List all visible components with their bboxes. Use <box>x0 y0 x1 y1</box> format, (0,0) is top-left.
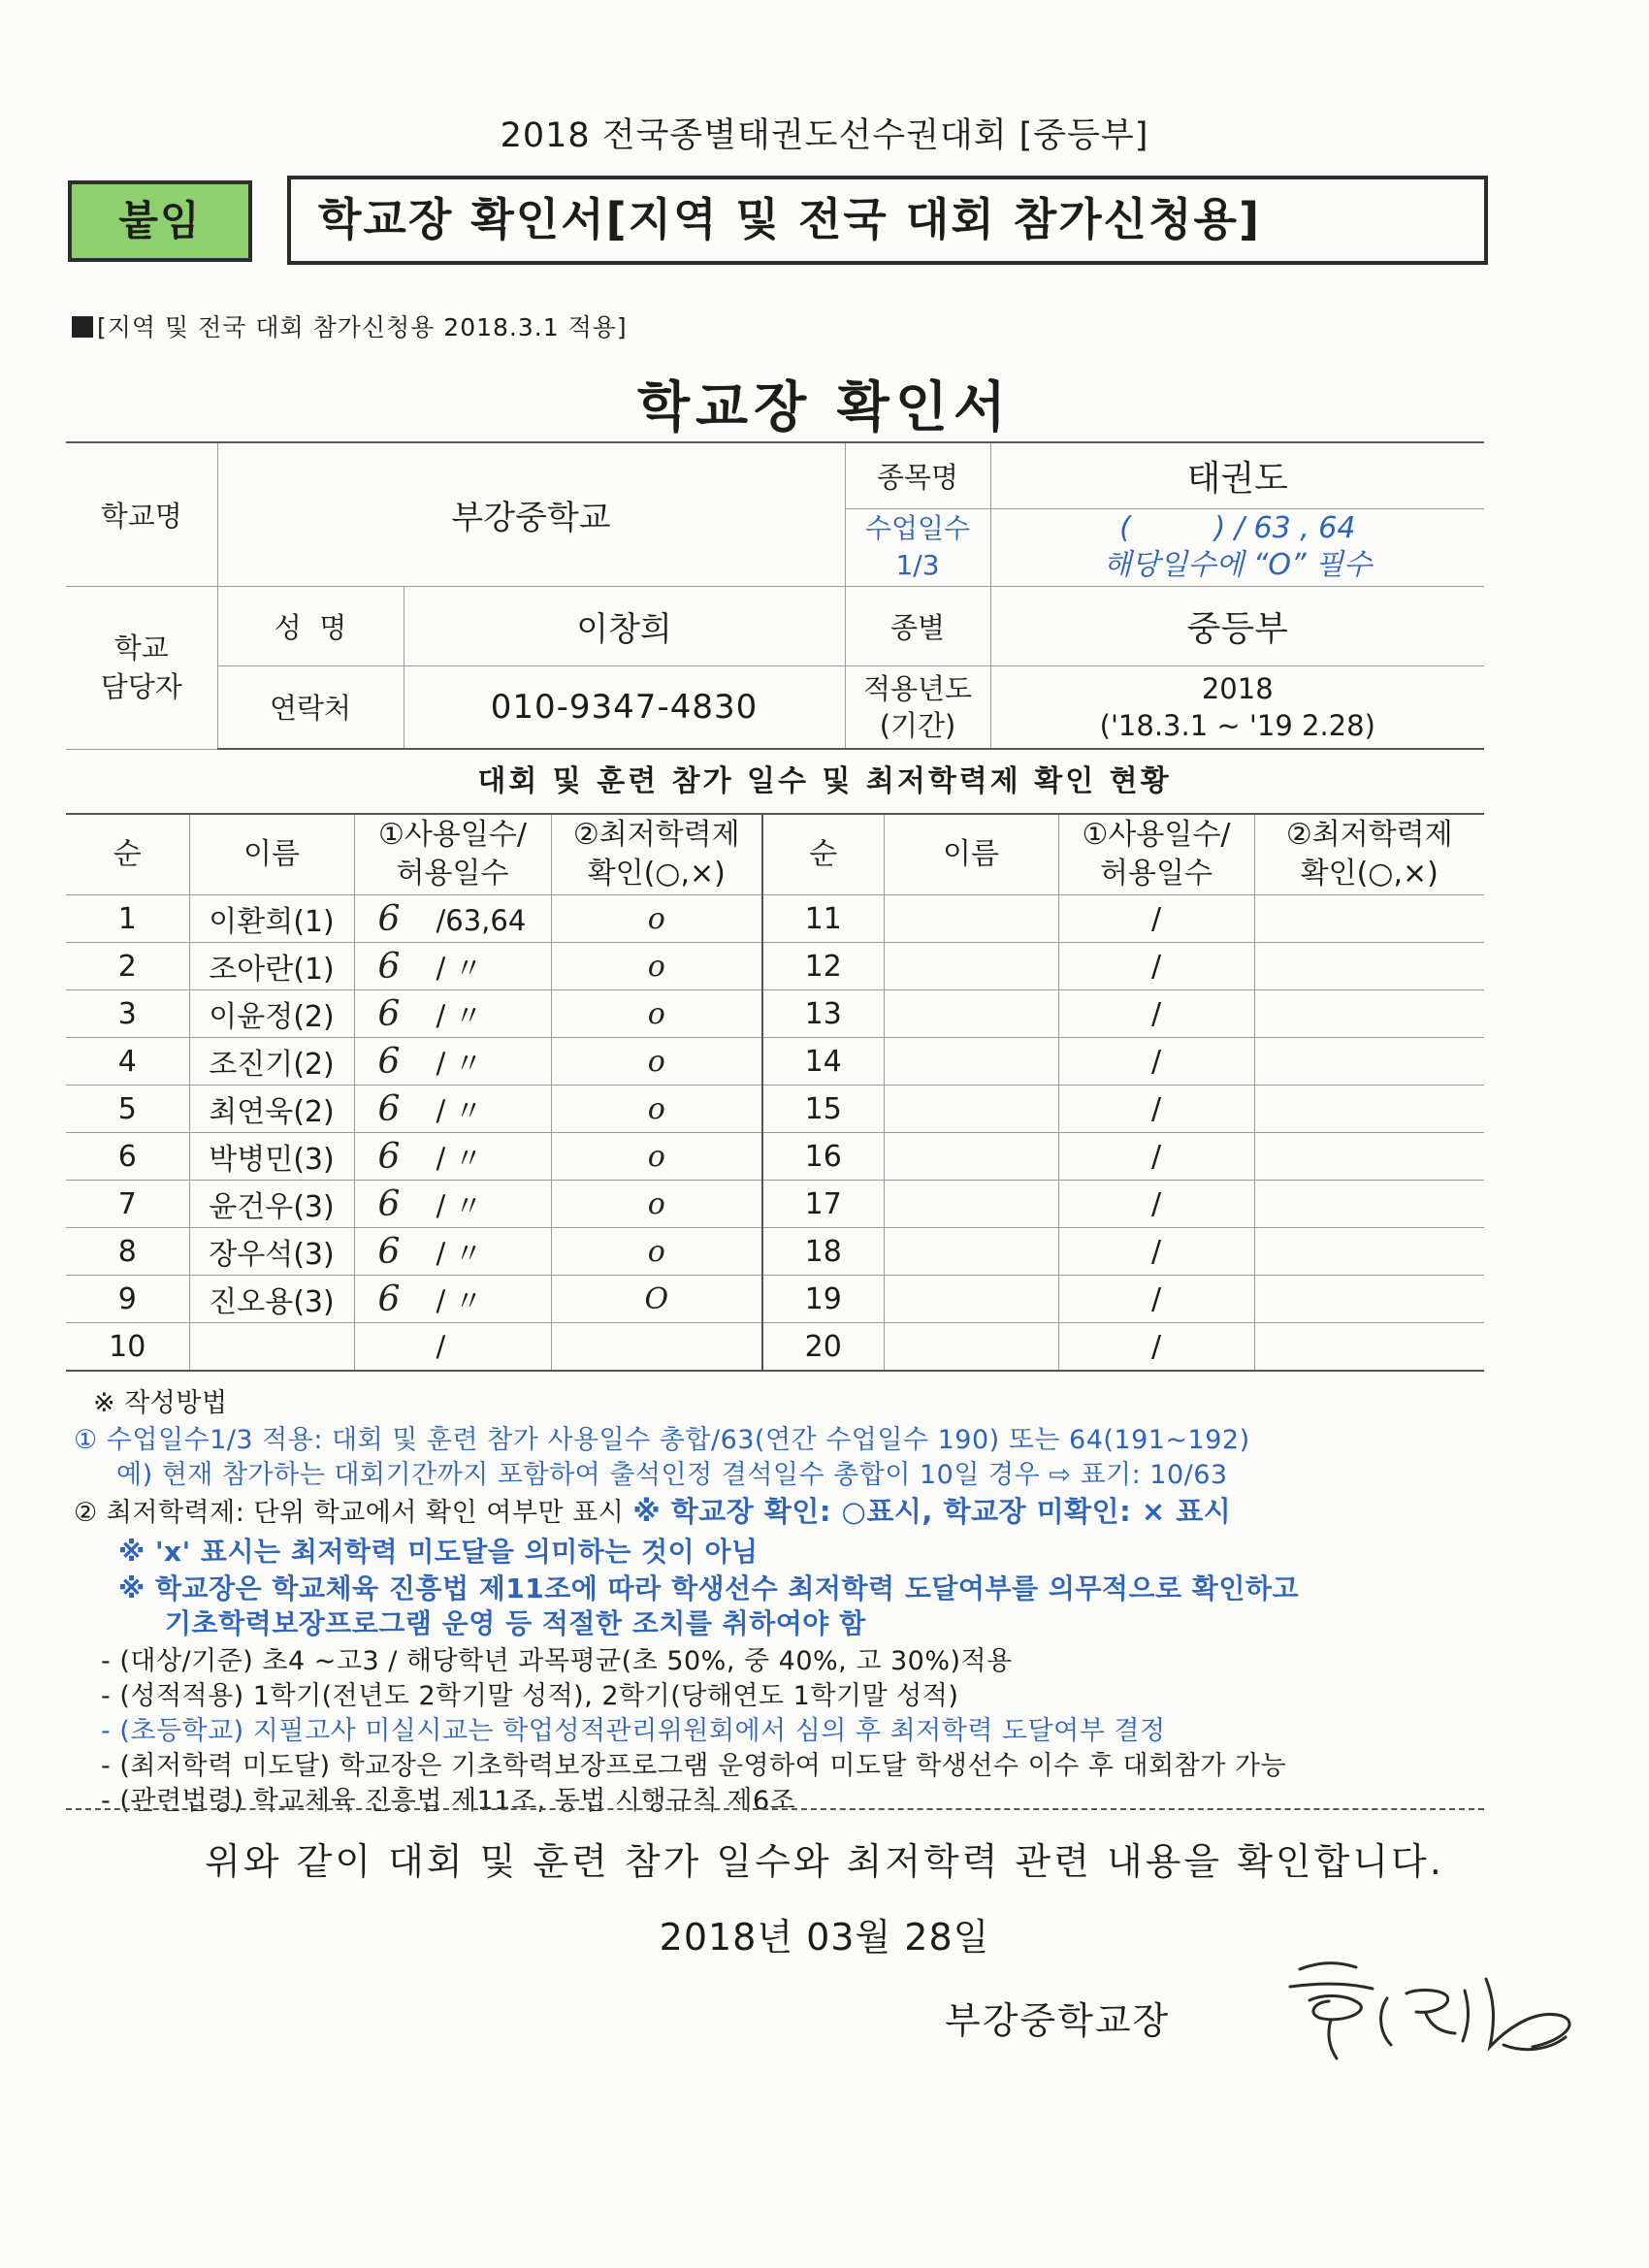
header-no-right: 순 <box>762 814 884 895</box>
row-name: 장우석(3) <box>189 1228 354 1276</box>
row-name: 윤건우(3) <box>189 1181 354 1228</box>
row-no: 12 <box>762 943 884 990</box>
year-label <box>845 665 990 749</box>
manager-label-line2: 담당자 <box>100 670 182 703</box>
detail-5: - (관련법령) 학교체육 진흥법 제11조, 동법 시행규칙 제6조 <box>101 1786 796 1816</box>
attachment-badge: 붙임 <box>68 180 252 262</box>
issue-date: 2018년 03월 28일 <box>659 1916 990 1959</box>
row-min-mark: o <box>551 1228 762 1276</box>
row-no: 8 <box>66 1228 189 1276</box>
row-name: 이윤정(2) <box>189 990 354 1038</box>
used-days: 6 <box>377 1136 401 1177</box>
header-title: 학교장 확인서[지역 및 전국 대회 참가신청용] <box>287 176 1488 265</box>
row-name: 진오용(3) <box>189 1276 354 1323</box>
header-name-right: 이름 <box>884 814 1058 895</box>
row-name: 최연욱(2) <box>189 1085 354 1133</box>
contact-value: 010-9347-4830 <box>404 665 845 749</box>
note-2-text: ② 최저학력제: 단위 학교에서 확인 여부만 표시 <box>74 1498 625 1528</box>
sport-label: 종목명 <box>845 442 990 508</box>
apply-note-text: [지역 및 전국 대회 참가신청용 2018.3.1 적용] <box>97 313 628 341</box>
row-min-mark: o <box>551 895 762 943</box>
note-3: ※ 'x' 표시는 최저학력 미도달을 의미하는 것이 아님 <box>118 1536 759 1568</box>
row-no: 19 <box>762 1276 884 1323</box>
year-value <box>990 665 1484 749</box>
square-bullet-icon <box>72 316 93 338</box>
note-1-line1: ① 수업일수1/3 적용: 대회 및 훈련 참가 사용일수 총합/63(연간 수업일수 190) 또는 64(191~192) <box>74 1425 1250 1455</box>
row-days <box>354 895 551 943</box>
header-days-line1: ①사용일수/ <box>378 818 527 852</box>
class-days-label-line1: 수업일수 <box>864 512 971 544</box>
row-days <box>354 990 551 1038</box>
table-row <box>66 943 1484 990</box>
row-name <box>884 990 1058 1038</box>
used-days: 6 <box>377 1088 401 1129</box>
row-min-mark <box>1254 1085 1484 1133</box>
row-days <box>354 1085 551 1133</box>
table-row <box>66 1038 1484 1085</box>
table-row <box>66 1133 1484 1181</box>
notes-divider <box>66 1808 1484 1810</box>
class-days-label <box>845 508 990 586</box>
class-days-value <box>990 508 1484 586</box>
row-no: 20 <box>762 1323 884 1372</box>
row-name <box>884 1085 1058 1133</box>
contact-label: 연락처 <box>217 665 404 749</box>
row-min-mark: o <box>551 1038 762 1085</box>
class-days-fraction: ( ) / 63 , 64 <box>1119 511 1356 545</box>
principal-title: 부강중학교장 <box>945 1999 1171 2042</box>
row-days: / <box>1058 1085 1254 1133</box>
row-name <box>884 1228 1058 1276</box>
row-days: / <box>1058 1038 1254 1085</box>
detail-2: - (성적적용) 1학기(전년도 2학기말 성적), 2학기(당해연도 1학기말 성적) <box>101 1681 959 1711</box>
row-no: 5 <box>66 1085 189 1133</box>
year-label-line2: (기간) <box>879 708 956 742</box>
row-no: 18 <box>762 1228 884 1276</box>
row-no: 14 <box>762 1038 884 1085</box>
header-days-line1: ①사용일수/ <box>1082 818 1231 852</box>
row-name <box>884 1038 1058 1085</box>
table-row <box>66 1276 1484 1323</box>
row-name: 조아란(1) <box>189 943 354 990</box>
row-name <box>884 895 1058 943</box>
row-no: 1 <box>66 895 189 943</box>
year-period: ('18.3.1 ~ '19 2.28) <box>1099 708 1375 742</box>
event-title: 2018 전국종별태권도선수권대회 [중등부] <box>500 116 1149 155</box>
note-4-line1: ※ 학교장은 학교체육 진흥법 제11조에 따라 학생선수 최저학력 도달여부를 의무적으로 확인하고 <box>118 1572 1299 1604</box>
row-min-mark: o <box>551 990 762 1038</box>
info-table <box>66 441 1484 750</box>
row-no: 17 <box>762 1181 884 1228</box>
category-label: 종별 <box>845 586 990 665</box>
header-min-line2: 확인(○,×) <box>587 857 726 891</box>
name-label: 성 명 <box>217 586 404 665</box>
header-min-line1: ②최저학력제 <box>1285 818 1453 852</box>
detail-3: - (초등학교) 지필고사 미실시교는 학업성적관리위원회에서 심의 후 최저학력 도달여부 결정 <box>101 1716 1166 1746</box>
row-days: / <box>1058 1181 1254 1228</box>
allowed-days: / 〃 <box>436 1188 483 1222</box>
sport-value: 태권도 <box>990 442 1484 508</box>
table-row <box>66 895 1484 943</box>
row-min-mark: o <box>551 1133 762 1181</box>
row-min-mark <box>1254 990 1484 1038</box>
used-days: 6 <box>377 993 401 1034</box>
row-min-mark <box>1254 1323 1484 1372</box>
row-no: 4 <box>66 1038 189 1085</box>
name-value: 이창희 <box>404 586 845 665</box>
allowed-days: / 〃 <box>436 1236 483 1270</box>
row-days: / <box>1058 943 1254 990</box>
detail-4: - (최저학력 미도달) 학교장은 기초학력보장프로그램 운영하여 미도달 학생선수 이수 후 대회참가 가능 <box>101 1751 1287 1781</box>
detail-1: - (대상/기준) 초4 ~고3 / 해당학년 과목평균(초 50%, 중 40%, 고 30%)적용 <box>101 1646 1013 1676</box>
row-no: 10 <box>66 1323 189 1372</box>
allowed-days: / 〃 <box>436 998 483 1032</box>
status-title: 대회 및 훈련 참가 일수 및 최저학력제 확인 현황 <box>477 764 1172 798</box>
row-name <box>884 1323 1058 1372</box>
header-min-line1: ②최저학력제 <box>572 818 740 852</box>
row-no: 15 <box>762 1085 884 1133</box>
row-name: 조진기(2) <box>189 1038 354 1085</box>
used-days: 6 <box>377 898 401 939</box>
manager-label <box>66 586 217 749</box>
header-min-left <box>551 814 762 895</box>
row-name: 이환희(1) <box>189 895 354 943</box>
row-min-mark: o <box>551 1085 762 1133</box>
header-days-right <box>1058 814 1254 895</box>
note-4-line2: 기초학력보장프로그램 운영 등 적절한 조치를 취하여야 함 <box>165 1607 866 1639</box>
note-2 <box>74 1490 1231 1530</box>
school-label: 학교명 <box>66 442 217 586</box>
row-name: 박병민(3) <box>189 1133 354 1181</box>
row-days <box>354 1133 551 1181</box>
header-name-left: 이름 <box>189 814 354 895</box>
header-days-line2: 허용일수 <box>396 857 509 891</box>
row-name <box>884 1133 1058 1181</box>
row-no: 16 <box>762 1133 884 1181</box>
manager-label-line1: 학교 <box>113 632 169 664</box>
row-days: / <box>1058 1276 1254 1323</box>
used-days: 6 <box>377 1231 401 1272</box>
row-min-mark <box>1254 1181 1484 1228</box>
main-title: 학교장 확인서 <box>636 376 1013 439</box>
category-value: 중등부 <box>990 586 1484 665</box>
apply-note <box>72 308 628 343</box>
row-no: 7 <box>66 1181 189 1228</box>
row-min-mark: o <box>551 943 762 990</box>
row-days <box>354 1323 551 1372</box>
principal-signature <box>1271 1940 1591 2076</box>
row-days: / <box>1058 1133 1254 1181</box>
allowed-days: / 〃 <box>436 1046 483 1080</box>
used-days: 6 <box>377 1041 401 1082</box>
row-min-mark <box>1254 1038 1484 1085</box>
header-min-line2: 확인(○,×) <box>1300 857 1439 891</box>
row-no: 9 <box>66 1276 189 1323</box>
row-no: 3 <box>66 990 189 1038</box>
table-row <box>66 1181 1484 1228</box>
table-row <box>66 1323 1484 1372</box>
table-row <box>66 1085 1484 1133</box>
row-no: 2 <box>66 943 189 990</box>
note-2-highlight: ※ 학교장 확인: ○표시, 학교장 미확인: × 표시 <box>632 1495 1232 1528</box>
row-name <box>884 943 1058 990</box>
row-no: 6 <box>66 1133 189 1181</box>
header-min-right <box>1254 814 1484 895</box>
year-number: 2018 <box>1201 671 1274 705</box>
row-min-mark <box>1254 895 1484 943</box>
row-days: / <box>1058 895 1254 943</box>
row-days: / <box>1058 990 1254 1038</box>
row-days <box>354 1181 551 1228</box>
row-days <box>354 943 551 990</box>
table-row <box>66 1228 1484 1276</box>
table-row <box>66 990 1484 1038</box>
allowed-days: / 〃 <box>436 1283 483 1317</box>
row-name <box>884 1276 1058 1323</box>
roster-table <box>66 813 1484 1372</box>
row-no: 11 <box>762 895 884 943</box>
used-days: 6 <box>377 1279 401 1319</box>
row-min-mark <box>1254 1133 1484 1181</box>
row-days <box>354 1228 551 1276</box>
used-days: 6 <box>377 946 401 987</box>
note-1-line2: 예) 현재 참가하는 대회기간까지 포함하여 출석인정 결석일수 총합이 10일 경우 ⇨ 표기: 10/63 <box>116 1460 1228 1490</box>
row-min-mark: O <box>551 1276 762 1323</box>
row-min-mark <box>551 1323 762 1372</box>
row-min-mark: o <box>551 1181 762 1228</box>
header-days-line2: 허용일수 <box>1100 857 1212 891</box>
used-days: 6 <box>377 1183 401 1224</box>
school-value: 부강중학교 <box>217 442 845 586</box>
allowed-days: / 〃 <box>436 951 483 985</box>
allowed-days: / 〃 <box>436 1093 483 1127</box>
row-min-mark <box>1254 943 1484 990</box>
class-days-label-line2: 1/3 <box>895 549 940 581</box>
allowed-days: /63,64 <box>436 903 527 937</box>
row-name <box>884 1181 1058 1228</box>
row-no: 13 <box>762 990 884 1038</box>
allowed-days: / 〃 <box>436 1141 483 1175</box>
row-name <box>189 1323 354 1372</box>
year-label-line1: 적용년도 <box>862 671 973 705</box>
row-days: / <box>1058 1228 1254 1276</box>
row-days <box>354 1276 551 1323</box>
allowed-days: / <box>436 1329 446 1363</box>
confirm-statement: 위와 같이 대회 및 훈련 참가 일수와 최저학력 관련 내용을 확인합니다. <box>205 1840 1444 1883</box>
notes-heading: ※ 작성방법 <box>93 1388 228 1418</box>
row-days <box>354 1038 551 1085</box>
row-days: / <box>1058 1323 1254 1372</box>
row-min-mark <box>1254 1228 1484 1276</box>
class-days-note: 해당일수에 “O” 필수 <box>1103 548 1373 582</box>
header-days-left <box>354 814 551 895</box>
header-no-left: 순 <box>66 814 189 895</box>
row-min-mark <box>1254 1276 1484 1323</box>
